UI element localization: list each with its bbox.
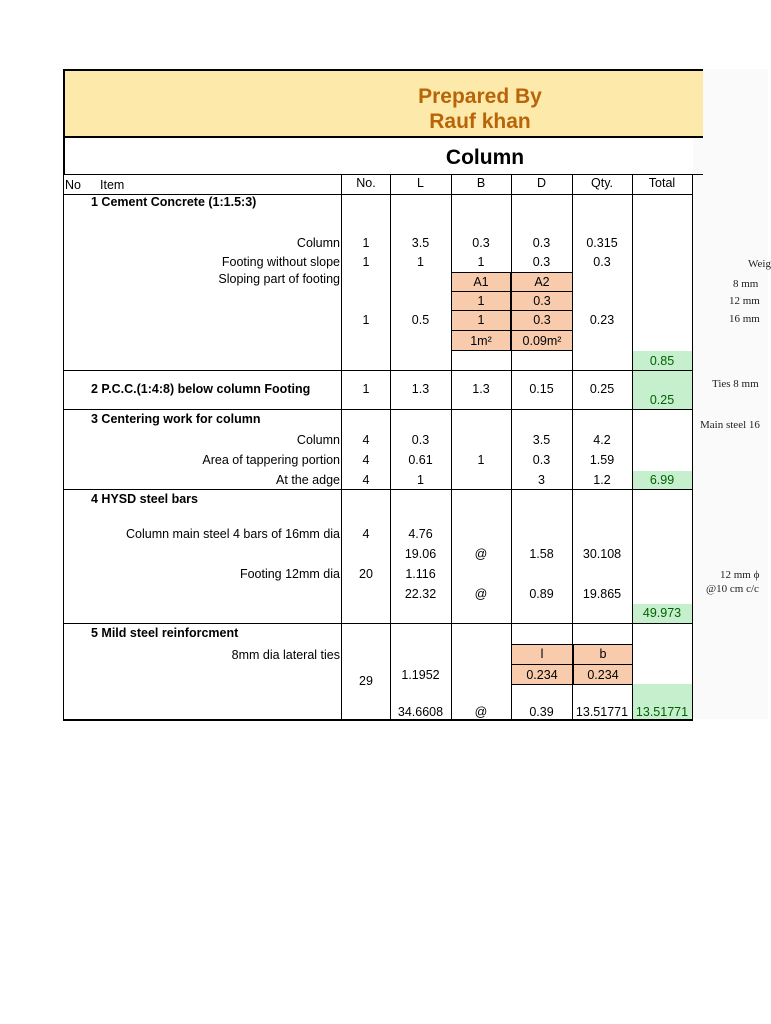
- section-4-title: 4 HYSD steel bars: [91, 492, 198, 506]
- side-note-spacing: @10 cm c/c: [706, 583, 759, 595]
- total-section-4: 49.973: [642, 606, 682, 620]
- row-column-qty: 0.315: [586, 236, 618, 250]
- col-no: No: [65, 178, 81, 192]
- edge-l: 1: [417, 473, 424, 487]
- row-sloping-label: Sloping part of footing: [218, 272, 340, 286]
- prepared-by: [280, 84, 680, 134]
- main-steel-l: 4.76: [408, 527, 433, 541]
- section-1-title: 1 Cement Concrete (1:1.5:3): [91, 195, 257, 209]
- edge-d: 3: [538, 473, 545, 487]
- ties3-b: @: [474, 705, 488, 719]
- col-item: Item: [100, 178, 125, 192]
- side-note-16mm: 16 mm: [729, 313, 760, 325]
- section-5-title: 5 Mild steel reinforcment: [91, 626, 239, 640]
- cent-col-d: 3.5: [532, 433, 551, 447]
- taper-no: 4: [362, 453, 370, 467]
- taper-qty: 1.59: [589, 453, 615, 467]
- s2-qty: 0.25: [589, 382, 615, 396]
- main-steel-label: Column main steel 4 bars of 16mm dia: [126, 527, 340, 541]
- ties2-qty: 0.234: [587, 668, 619, 682]
- ties2-l: 1.1952: [401, 668, 440, 682]
- row-sub-c-d: 0.09m²: [522, 334, 562, 348]
- row-column-no: 1: [362, 236, 370, 250]
- row-column-label: Column: [296, 236, 340, 250]
- total-section-2: 0.25: [649, 393, 675, 407]
- section-2-title: 2 P.C.C.(1:4:8) below column Footing: [91, 382, 311, 396]
- row-sub-a-b: 1: [477, 294, 485, 308]
- edge-qty: 1.2: [593, 473, 611, 487]
- col-total: Total: [648, 176, 676, 190]
- taper-b: 1: [477, 453, 485, 467]
- row-footing-l: 1: [417, 255, 424, 269]
- taper-d: 0.3: [532, 453, 551, 467]
- row-sub-b-no: 1: [362, 313, 370, 327]
- foot12-label: Footing 12mm dia: [239, 567, 340, 581]
- row-sub-b-b: 1: [477, 313, 485, 327]
- foot12b-qty: 19.865: [582, 587, 622, 601]
- drawing-panel: [693, 69, 768, 719]
- row-sub-a-d: 0.3: [533, 294, 551, 308]
- s2-no: 1: [362, 382, 370, 396]
- ties3-qty: 13.51771: [575, 705, 629, 719]
- foot12-no: 20: [359, 567, 373, 581]
- row-footing-qty: 0.3: [593, 255, 611, 269]
- cent-col-l: 0.3: [411, 433, 430, 447]
- taper-l: 0.61: [408, 453, 433, 467]
- col-d: D: [536, 176, 547, 190]
- edge-label: At the adge: [276, 473, 340, 487]
- side-note-footing-bar: 12 mm ϕ: [720, 569, 760, 581]
- col-count: No.: [356, 176, 376, 190]
- foot12b-l: 22.32: [404, 587, 437, 601]
- taper-label: Area of tappering portion: [202, 453, 340, 467]
- row-footing-d: 0.3: [532, 255, 551, 269]
- col-b: B: [476, 176, 486, 190]
- row-column-l: 3.5: [411, 236, 430, 250]
- row-sub-b-qty: 0.23: [589, 313, 615, 327]
- row-sloping-d: A2: [534, 275, 550, 289]
- section-3-title: 3 Centering work for column: [91, 412, 261, 426]
- col-qty: Qty.: [591, 176, 613, 190]
- row-sub-c-b: 1m²: [470, 334, 492, 348]
- cent-col-no: 4: [362, 433, 370, 447]
- author-name: Rauf khan: [429, 110, 531, 133]
- side-note-weight: Weig: [748, 258, 771, 270]
- cent-col-label: Column: [296, 433, 340, 447]
- ties3-l: 34.6608: [397, 705, 444, 719]
- s2-b: 1.3: [472, 382, 490, 396]
- main-steel-no: 4: [362, 527, 370, 541]
- row-column-b: 0.3: [472, 236, 490, 250]
- row-footing-no: 1: [362, 255, 370, 269]
- side-note-12mm: 12 mm: [729, 295, 760, 307]
- s2-d: 0.15: [529, 382, 554, 396]
- total-section-3: 6.99: [649, 473, 675, 487]
- foot12-l: 1.116: [405, 567, 436, 581]
- total-section-1: 0.85: [649, 354, 675, 368]
- row-footing-b: 1: [477, 255, 485, 269]
- main2-l: 19.06: [404, 547, 437, 561]
- ties-b-hdr: b: [599, 647, 607, 661]
- foot12b-b: @: [474, 587, 488, 601]
- row-sub-b-d: 0.3: [533, 313, 551, 327]
- page-title: Column: [445, 146, 525, 169]
- row-column-d: 0.3: [532, 236, 551, 250]
- cent-col-qty: 4.2: [593, 433, 611, 447]
- prepared-by-label: Prepared By: [418, 85, 542, 108]
- foot12b-d: 0.89: [529, 587, 554, 601]
- col-l: L: [417, 176, 424, 190]
- ties2-no: 29: [359, 674, 373, 688]
- side-note-8mm: 8 mm: [733, 278, 759, 290]
- ties-l-hdr: l: [540, 647, 544, 661]
- main2-d: 1.58: [529, 547, 554, 561]
- row-sloping-b: A1: [473, 275, 489, 289]
- row-sub-b-l: 0.5: [411, 313, 430, 327]
- side-note-ties: Ties 8 mm: [712, 378, 759, 390]
- row-footing-label: Footing without slope: [221, 255, 340, 269]
- ties2-d: 0.234: [526, 668, 558, 682]
- main2-qty: 30.108: [582, 547, 622, 561]
- s2-l: 1.3: [411, 382, 430, 396]
- main2-b: @: [474, 547, 488, 561]
- ties3-d: 0.39: [529, 705, 554, 719]
- side-note-main-steel: Main steel 16: [700, 419, 760, 431]
- edge-no: 4: [362, 473, 370, 487]
- total-section-5: 13.51771: [635, 705, 689, 719]
- ties-label: 8mm dia lateral ties: [231, 648, 340, 662]
